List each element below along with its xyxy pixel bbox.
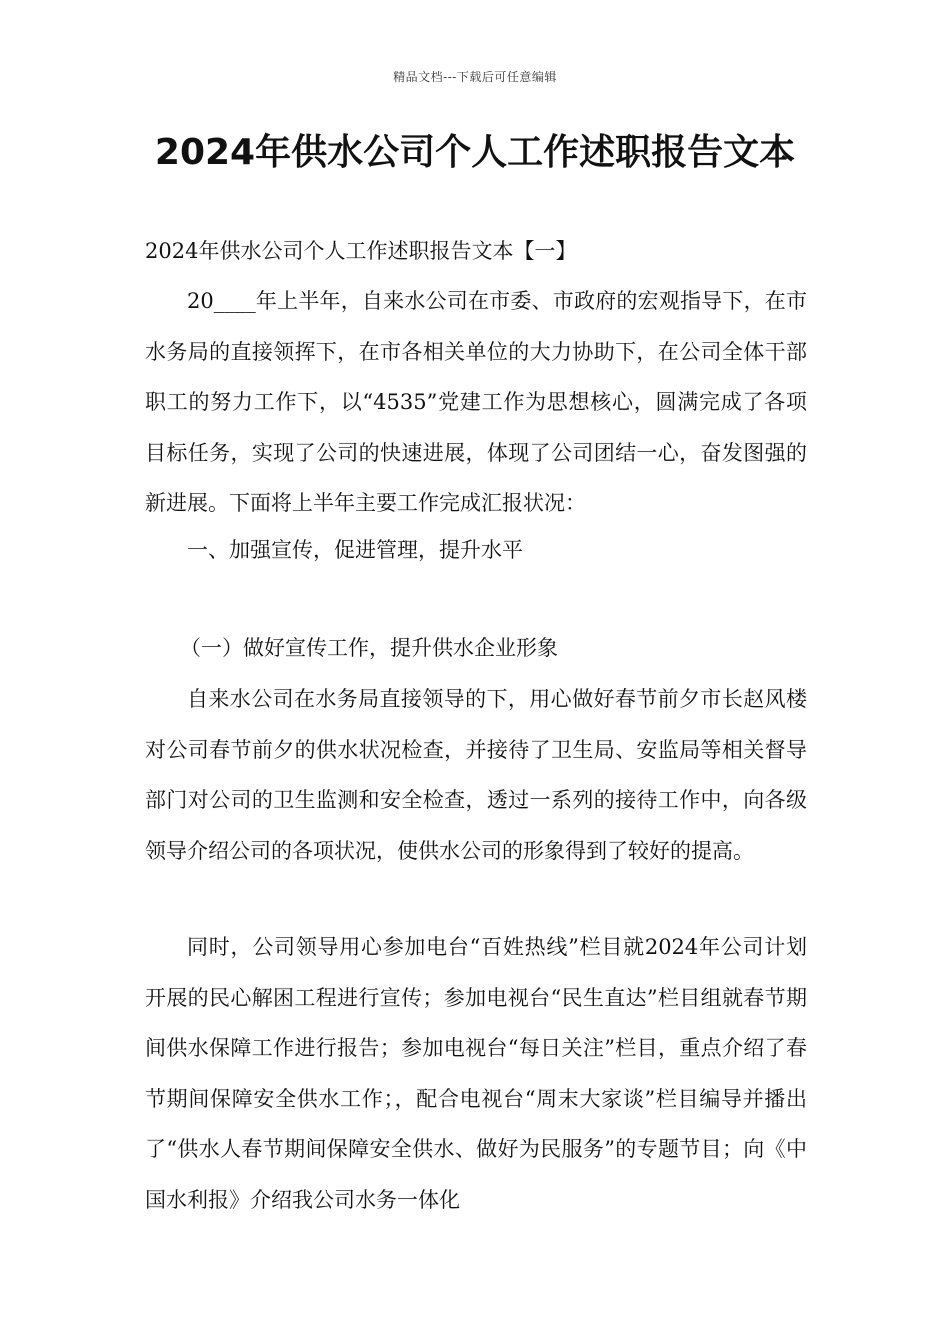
section-heading: 2024年供水公司个人工作述职报告文本【一】 [145,239,577,263]
paragraph-1: 20____年上半年，自来水公司在市委、市政府的宏观指导下，在市水务局的直接领挥下，在市各相关单位的大力协助下，在公司全体干部职工的努力工作下，以“4535”党建工作为思想核心，圆满完成了各项目标任务，实现了公司的快速进展，体现了公司团结一心，奋发图强的新进展。下面将上半年主要工作完成汇报状况： [145,289,807,515]
paragraph-2: 自来水公司在水务局直接领导的下，用心做好春节前夕市长赵风楼对公司春节前夕的供水状况检查，并接待了卫生局、安监局等相关督导部门对公司的卫生监测和安全检查，透过一系列的接待工作中，向各级领导介绍公司的各项状况，使供水公司的形象得到了较好的提高。 [145,687,807,863]
subheading-1: （一）做好宣传工作，提升供水企业形象 [180,636,558,660]
heading-1: 一、加强宣传，促进管理，提升水平 [187,538,523,562]
header-note: 精品文档---下载后可任意编辑 [393,70,557,84]
paragraph-3: 同时，公司领导用心参加电台“百姓热线”栏目就2024年公司计划开展的民心解困工程进行宣传；参加电视台“民生直达”栏目组就春节期间供水保障工作进行报告；参加电视台“每日关注”栏目，重点介绍了春节期间保障安全供水工作；，配合电视台“周末大家谈”栏目编导并播出了“供水人春节期间保障安全供水、做好为民服务”的专题节目；向《中国水利报》介绍我公司水务一体化 [145,935,807,1212]
page-title: 2024年供水公司个人工作述职报告文本 [154,132,796,173]
